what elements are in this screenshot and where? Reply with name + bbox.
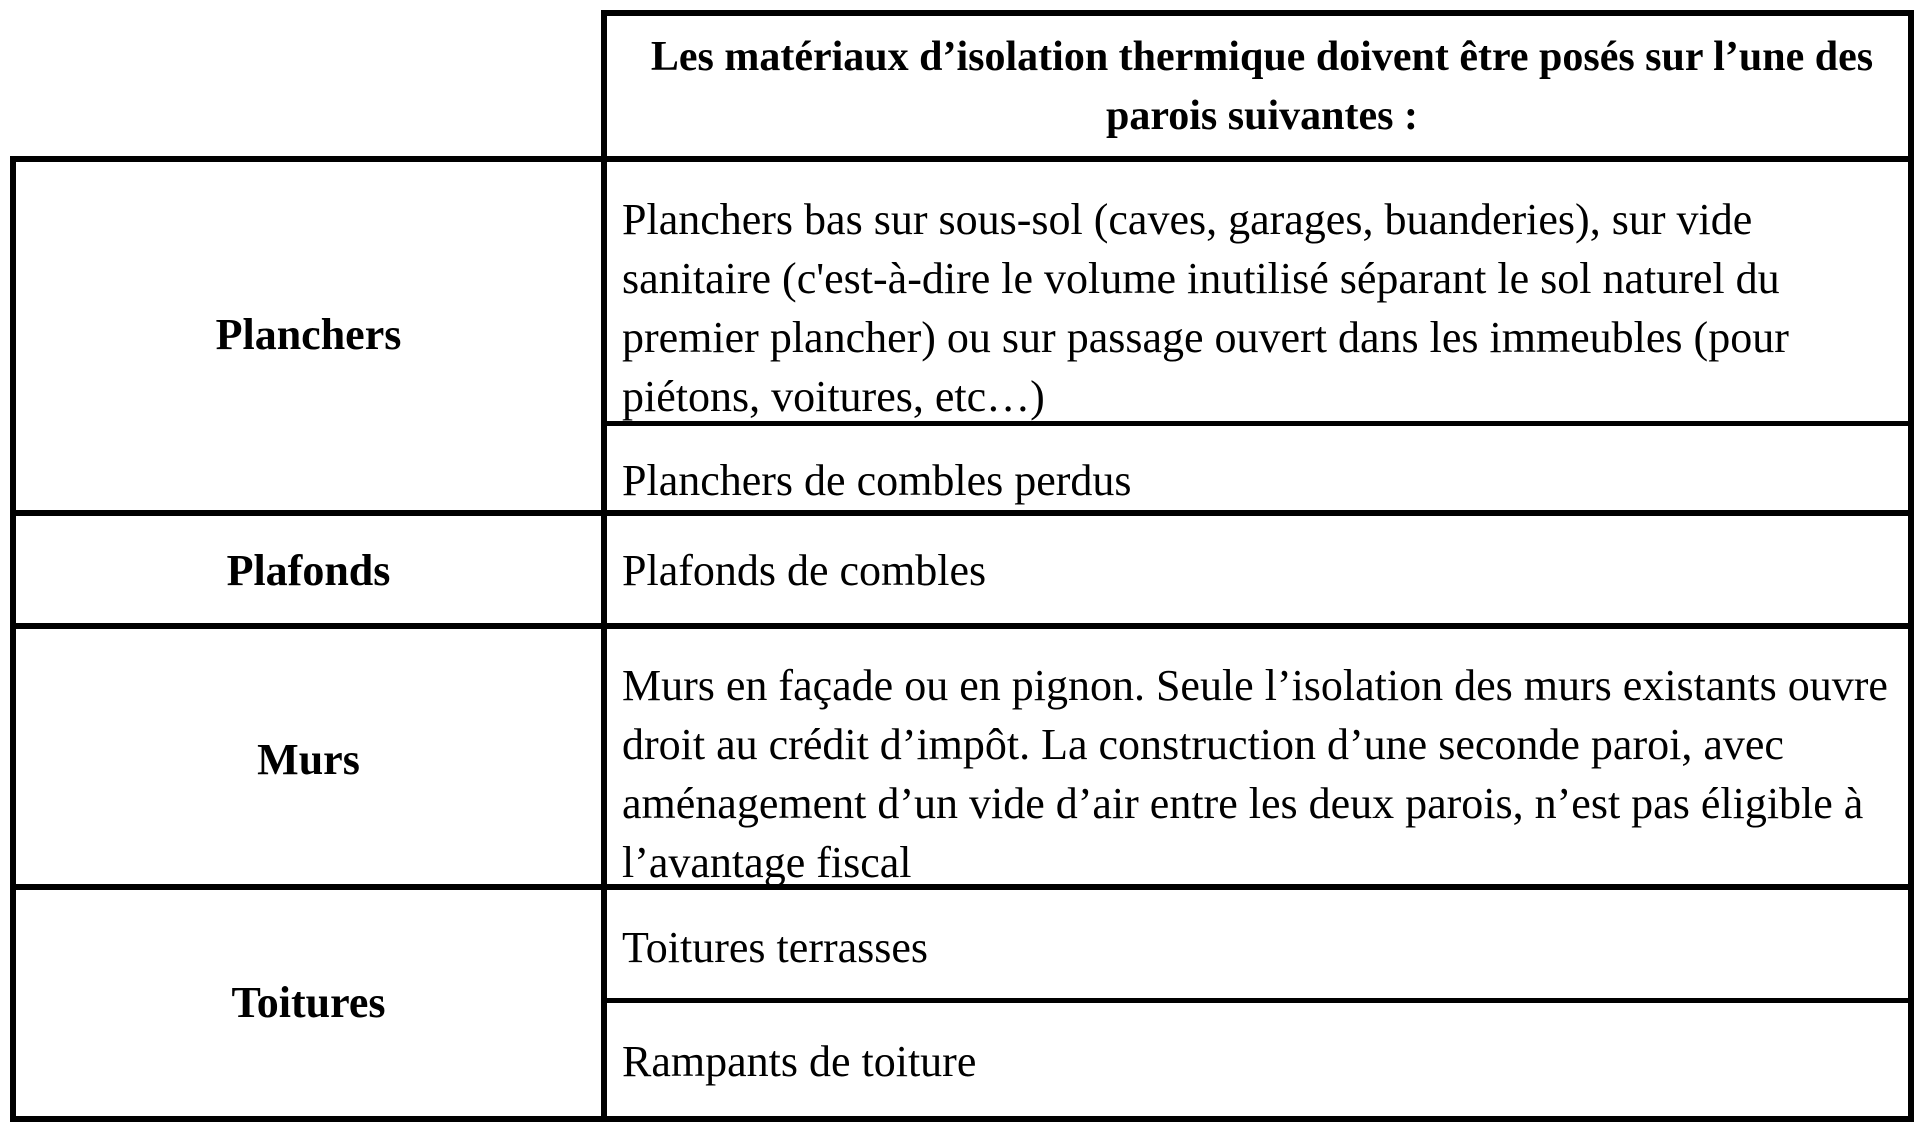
right-border bbox=[1908, 10, 1914, 1122]
row-divider-murs bbox=[10, 623, 1914, 629]
desc-planchers-bas: Planchers bas sur sous-sol (caves, garages, buanderies), sur vide sanitaire (c'est-à-dire le volume inutilisé séparant le sol naturel du premier plancher) ou sur passage ouvert dans les immeubles (pour piétons, voitures, etc…) bbox=[622, 195, 1789, 421]
row-divider-plafonds bbox=[10, 510, 1914, 516]
header-top-border bbox=[601, 10, 1914, 16]
desc-planchers-combles: Planchers de combles perdus bbox=[622, 456, 1132, 505]
desc-murs: Murs en façade ou en pignon. Seule l’isolation des murs existants ouvre droit au crédit d’impôt. La construction d’une seconde paroi, avec aménagement d’un vide d’air entre les deux parois, n’est pas éligible à l’avantage fiscal bbox=[622, 661, 1888, 887]
desc-rampants: Rampants de toiture bbox=[622, 1037, 977, 1086]
body-top-border bbox=[10, 156, 1914, 162]
bottom-border bbox=[10, 1116, 1914, 1122]
row-divider-toitures-sub bbox=[601, 998, 1914, 1003]
category-murs: Murs bbox=[257, 735, 360, 784]
table-header: Les matériaux d’isolation thermique doivent être posés sur l’une des parois suivantes : bbox=[650, 34, 1874, 139]
desc-plafonds-combles: Plafonds de combles bbox=[622, 546, 987, 595]
desc-toitures-terrasses: Toitures terrasses bbox=[622, 923, 929, 972]
category-planchers: Planchers bbox=[215, 310, 402, 359]
column-divider bbox=[601, 156, 607, 1122]
category-plafonds: Plafonds bbox=[226, 546, 391, 595]
header-left-border bbox=[601, 10, 607, 160]
category-toitures: Toitures bbox=[231, 978, 386, 1027]
